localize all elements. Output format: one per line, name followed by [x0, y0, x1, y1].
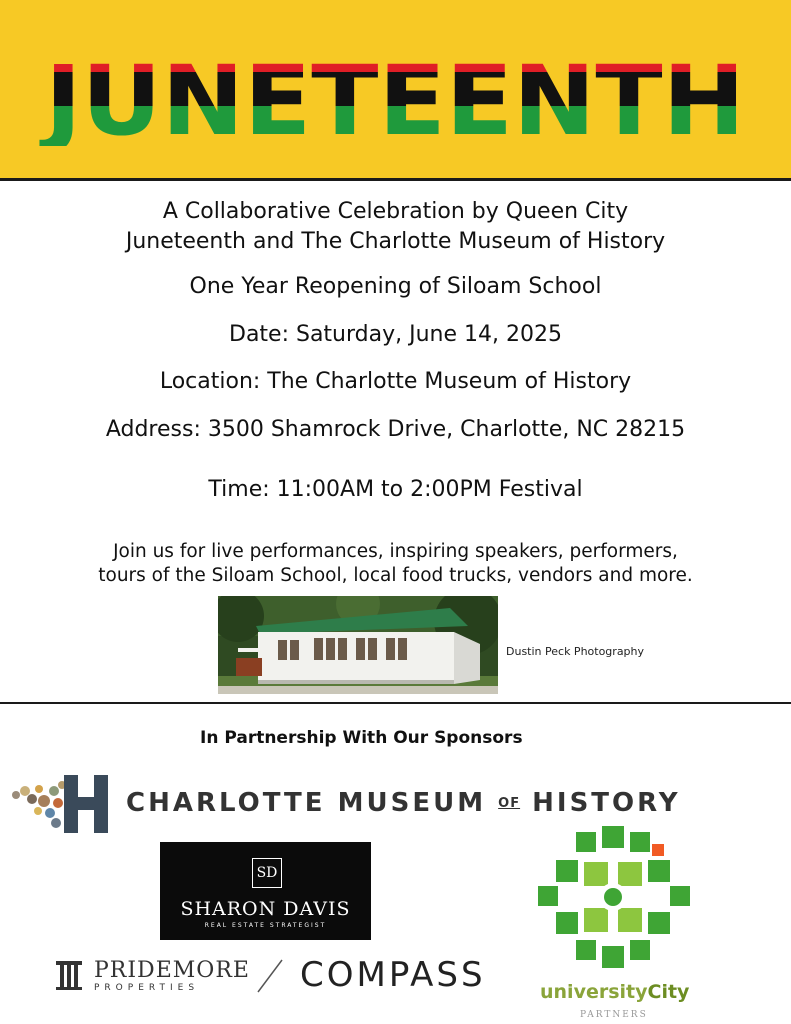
siloam-school-photo [218, 596, 498, 694]
university-city-partners: PARTNERS [580, 1010, 648, 1020]
heading-line-2: Juneteenth and The Charlotte Museum of History [125, 229, 666, 254]
university-city-name [540, 981, 689, 1003]
sharon-davis-tagline: REAL ESTATE STRATEGIST [204, 922, 327, 929]
event-subtitle: One Year Reopening of Siloam School [189, 274, 602, 299]
charlotte-museum-logo-icon [8, 773, 112, 839]
pridemore-sub: PROPERTIES [94, 983, 200, 993]
uc-name-part2: City [647, 981, 690, 1003]
event-address: Address: 3500 Shamrock Drive, Charlotte, NC 28215 [105, 417, 686, 442]
pridemore-column-icon [52, 958, 86, 996]
sharon-davis-logo [160, 842, 371, 940]
title-stripe-green [0, 106, 791, 146]
event-description-1: Join us for live performances, inspiring speakers, performers, [113, 541, 678, 562]
title-stripe-red [0, 40, 791, 72]
event-date: Date: Saturday, June 14, 2025 [229, 322, 562, 347]
title-stripe-black [0, 72, 791, 106]
event-location: Location: The Charlotte Museum of History [159, 369, 632, 394]
compass-logo: COMPASS [300, 955, 486, 995]
museum-name-part1: CHARLOTTE MUSEUM [126, 788, 487, 818]
pridemore-name: PRIDEMORE [94, 958, 250, 983]
uc-name-part1: university [540, 981, 648, 1003]
sharon-davis-name: SHARON DAVIS [180, 898, 351, 920]
photo-credit: Dustin Peck Photography [506, 645, 645, 658]
museum-name-part2: HISTORY [532, 788, 681, 818]
museum-name-of: OF [498, 796, 521, 811]
slash-divider-icon [252, 958, 288, 998]
sharon-davis-monogram: SD [252, 858, 282, 888]
charlotte-museum-name [126, 788, 681, 818]
event-time: Time: 11:00AM to 2:00PM Festival [208, 477, 583, 502]
section-divider [0, 702, 791, 704]
sponsors-heading: In Partnership With Our Sponsors [200, 728, 523, 748]
event-description-2: tours of the Siloam School, local food trucks, vendors and more. [98, 565, 693, 586]
banner-divider [0, 178, 791, 181]
university-city-logo-icon [534, 822, 694, 981]
juneteenth-title [0, 0, 791, 178]
heading-line-1: A Collaborative Celebration by Queen City [162, 199, 629, 224]
